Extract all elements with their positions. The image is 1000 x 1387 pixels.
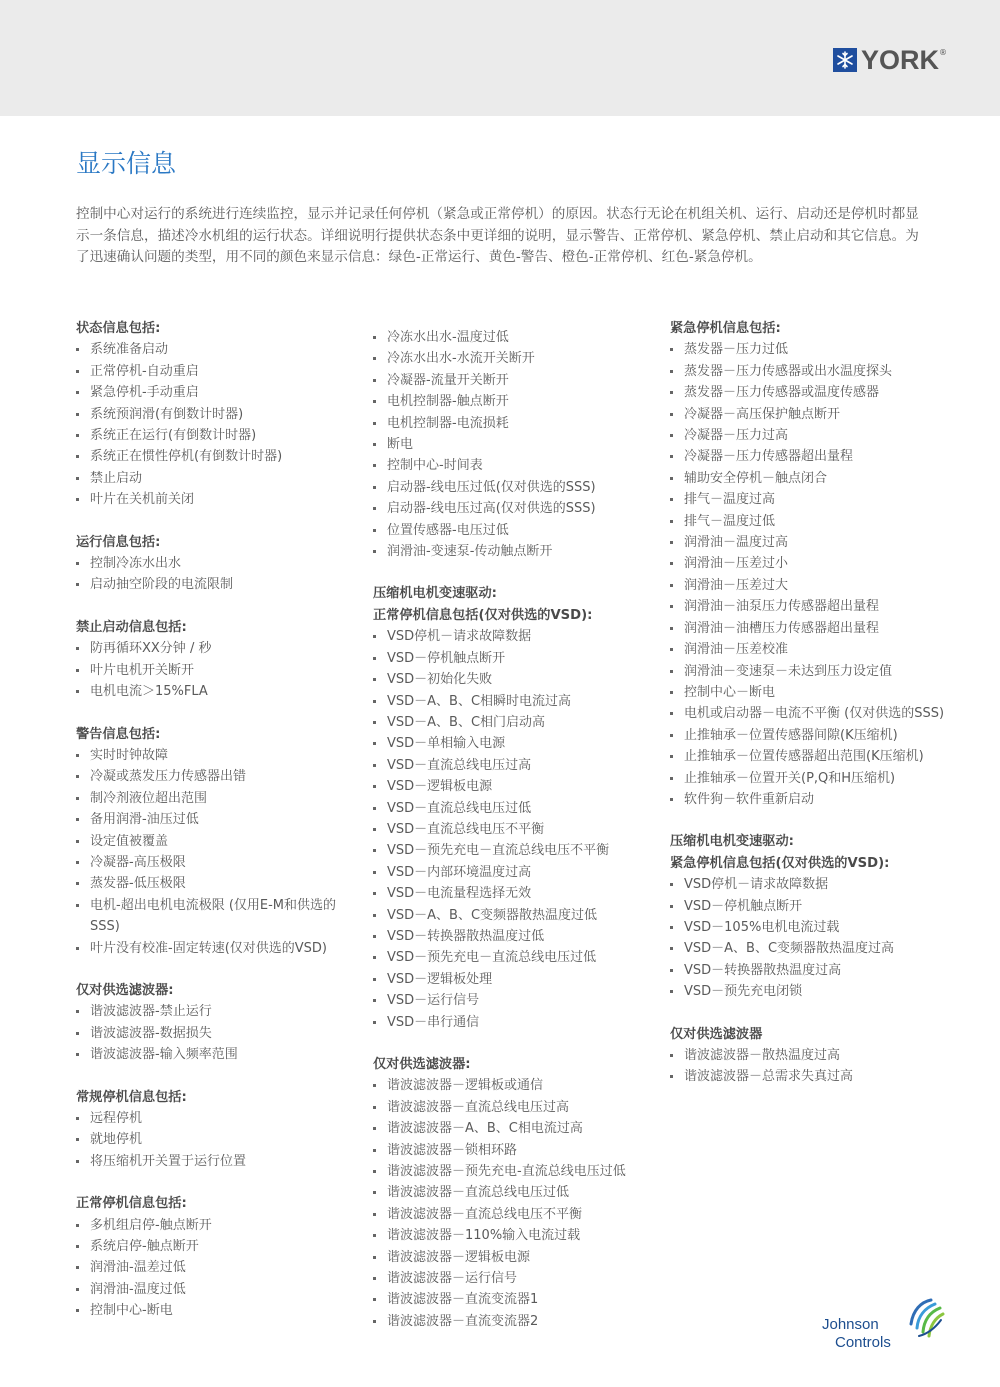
list-item: 冷凝器－高压保护触点断开 bbox=[670, 404, 955, 425]
column-3 bbox=[670, 318, 955, 1109]
list-item: 润滑油-温差过低 bbox=[76, 1257, 361, 1278]
list-item: VSD－A、B、C相门启动高 bbox=[373, 712, 658, 733]
list-item: VSD－停机触点断开 bbox=[670, 896, 955, 917]
bullet-list bbox=[76, 1108, 361, 1172]
list-item: 就地停机 bbox=[76, 1129, 361, 1150]
list-item: 谐波滤波器-禁止运行 bbox=[76, 1001, 361, 1022]
bullet-list bbox=[373, 626, 658, 1033]
list-item: 断电 bbox=[373, 434, 658, 455]
list-item: 冷冻水出水-温度过低 bbox=[373, 327, 658, 348]
section bbox=[670, 318, 955, 810]
list-item: 谐波滤波器－直流变流器2 bbox=[373, 1311, 658, 1332]
list-item: 实时时钟故障 bbox=[76, 745, 361, 766]
header-band bbox=[0, 0, 1000, 116]
list-item: VSD－105%电机电流过载 bbox=[670, 917, 955, 938]
list-item: 谐波滤波器－预先充电-直流总线电压过低 bbox=[373, 1161, 658, 1182]
list-item: VSD－运行信号 bbox=[373, 990, 658, 1011]
list-item: 位置传感器-电压过低 bbox=[373, 520, 658, 541]
list-item: 排气－温度过高 bbox=[670, 489, 955, 510]
section-title: 压缩机电机变速驱动: 正常停机信息包括(仅对供选的VSD): bbox=[373, 586, 593, 623]
bullet-list bbox=[670, 874, 955, 1002]
list-item: 将压缩机开关置于运行位置 bbox=[76, 1151, 361, 1172]
section-title: 警告信息包括: bbox=[76, 726, 161, 742]
list-item: 防再循环XX分钟 / 秒 bbox=[76, 638, 361, 659]
list-item: 谐波滤波器－直流变流器1 bbox=[373, 1289, 658, 1310]
list-item: 蒸发器－压力传感器或温度传感器 bbox=[670, 382, 955, 403]
column-1 bbox=[76, 318, 361, 1343]
list-item: 蒸发器－压力传感器或出水温度探头 bbox=[670, 361, 955, 382]
list-item: 润滑油－油槽压力传感器超出量程 bbox=[670, 618, 955, 639]
section bbox=[373, 1054, 658, 1332]
list-item: 设定值被覆盖 bbox=[76, 831, 361, 852]
list-item: 谐波滤波器－逻辑板电源 bbox=[373, 1247, 658, 1268]
bullet-list bbox=[76, 638, 361, 702]
list-item: VSD－串行通信 bbox=[373, 1012, 658, 1033]
list-item: 谐波滤波器－运行信号 bbox=[373, 1268, 658, 1289]
registered-mark: ® bbox=[939, 48, 948, 57]
list-item: 远程停机 bbox=[76, 1108, 361, 1129]
section bbox=[76, 318, 361, 511]
list-item: VSD－预先充电闭锁 bbox=[670, 981, 955, 1002]
section bbox=[373, 583, 658, 1033]
section-title: 仅对供选滤波器: bbox=[373, 1057, 471, 1072]
list-item: 叶片没有校准-固定转速(仅对供选的VSD) bbox=[76, 938, 361, 959]
list-item: VSD－A、B、C变频器散热温度过低 bbox=[373, 905, 658, 926]
list-item: 润滑油-温度过低 bbox=[76, 1279, 361, 1300]
list-item: 制冷剂液位超出范围 bbox=[76, 788, 361, 809]
section-title: 正常停机信息包括: bbox=[76, 1196, 187, 1212]
list-item: VSD－A、B、C相瞬时电流过高 bbox=[373, 691, 658, 712]
york-wordmark: YORK bbox=[861, 45, 940, 75]
bullet-list bbox=[76, 1001, 361, 1065]
list-item: VSD－直流总线电压过低 bbox=[373, 798, 658, 819]
brand-line-2: Controls bbox=[835, 1334, 891, 1351]
list-item: 冷凝器-高压极限 bbox=[76, 852, 361, 873]
list-item: 润滑油－油泵压力传感器超出量程 bbox=[670, 596, 955, 617]
list-item: VSD停机－请求故障数据 bbox=[373, 626, 658, 647]
list-item: 多机组启停-触点断开 bbox=[76, 1215, 361, 1236]
list-item: 谐波滤波器－110%输入电流过载 bbox=[373, 1225, 658, 1246]
list-item: VSD－内部环境温度过高 bbox=[373, 862, 658, 883]
bullet-list bbox=[373, 327, 658, 562]
section bbox=[76, 1193, 361, 1321]
section bbox=[76, 980, 361, 1066]
list-item: 启动器-线电压过高(仅对供选的SSS) bbox=[373, 498, 658, 519]
brand-line-1: Johnson bbox=[822, 1316, 879, 1333]
list-item: 系统正在运行(有倒数计时器) bbox=[76, 425, 361, 446]
bullet-list bbox=[670, 339, 955, 810]
list-item: 蒸发器－压力过低 bbox=[670, 339, 955, 360]
list-item: 谐波滤波器-数据损失 bbox=[76, 1023, 361, 1044]
list-item: 电机-超出电机电流极限 (仅用E-M和供选的SSS) bbox=[76, 895, 361, 938]
list-item: 正常停机-自动重启 bbox=[76, 361, 361, 382]
list-item: 控制冷冻水出水 bbox=[76, 553, 361, 574]
list-item: 控制中心-时间表 bbox=[373, 455, 658, 476]
section-title: 禁止启动信息包括: bbox=[76, 619, 187, 635]
list-item: 禁止启动 bbox=[76, 468, 361, 489]
list-item: 冷凝器－压力传感器超出量程 bbox=[670, 446, 955, 467]
section bbox=[76, 724, 361, 959]
list-item: 系统正在惯性停机(有倒数计时器) bbox=[76, 446, 361, 467]
list-item: 系统准备启动 bbox=[76, 339, 361, 360]
list-item: VSD－预先充电－直流总线电压过低 bbox=[373, 947, 658, 968]
list-item: VSD－初始化失败 bbox=[373, 669, 658, 690]
bullet-list bbox=[76, 339, 361, 510]
list-item: 冷凝或蒸发压力传感器出错 bbox=[76, 766, 361, 787]
list-item: 谐波滤波器－散热温度过高 bbox=[670, 1045, 955, 1066]
bullet-list bbox=[76, 1215, 361, 1322]
list-item: 润滑油－压差过大 bbox=[670, 575, 955, 596]
section-title: 常规停机信息包括: bbox=[76, 1089, 187, 1105]
list-item: 谐波滤波器-输入频率范围 bbox=[76, 1044, 361, 1065]
list-item: VSD－A、B、C变频器散热温度过高 bbox=[670, 938, 955, 959]
list-item: VSD停机－请求故障数据 bbox=[670, 874, 955, 895]
list-item: 谐波滤波器－直流总线电压过低 bbox=[373, 1182, 658, 1203]
list-item: 电机控制器-电流损耗 bbox=[373, 413, 658, 434]
list-item: 控制中心－断电 bbox=[670, 682, 955, 703]
list-item: 电机控制器-触点断开 bbox=[373, 391, 658, 412]
bullet-list bbox=[76, 553, 361, 596]
johnson-controls-logo bbox=[822, 1298, 947, 1356]
section-title: 紧急停机信息包括: bbox=[670, 321, 781, 336]
list-item: 润滑油-变速泵-传动触点断开 bbox=[373, 541, 658, 562]
section-title: 仅对供选滤波器: bbox=[76, 982, 174, 998]
list-item: VSD－电流量程选择无效 bbox=[373, 883, 658, 904]
list-item: 润滑油－温度过高 bbox=[670, 532, 955, 553]
column-2 bbox=[373, 327, 658, 1353]
list-item: 控制中心-断电 bbox=[76, 1300, 361, 1321]
list-item: 辅助安全停机－触点闭合 bbox=[670, 468, 955, 489]
section bbox=[76, 1087, 361, 1173]
list-item: 止推轴承－位置传感器间隙(K压缩机) bbox=[670, 725, 955, 746]
list-item: VSD－逻辑板电源 bbox=[373, 776, 658, 797]
list-item: 谐波滤波器－A、B、C相电流过高 bbox=[373, 1118, 658, 1139]
list-item: 止推轴承－位置传感器超出范围(K压缩机) bbox=[670, 746, 955, 767]
list-item: 叶片电机开关断开 bbox=[76, 660, 361, 681]
section-title: 仅对供选滤波器 bbox=[670, 1026, 763, 1042]
list-item: 启动抽空阶段的电流限制 bbox=[76, 574, 361, 595]
list-item: VSD－预先充电－直流总线电压不平衡 bbox=[373, 840, 658, 861]
list-item: 排气－温度过低 bbox=[670, 511, 955, 532]
list-item: 系统预润滑(有倒数计时器) bbox=[76, 404, 361, 425]
list-item: 止推轴承－位置开关(P,Q和H压缩机) bbox=[670, 768, 955, 789]
snowflake-icon bbox=[833, 48, 857, 72]
list-item: 电机或启动器－电流不平衡 (仅对供选的SSS) bbox=[670, 703, 955, 724]
list-item: 润滑油－压差校准 bbox=[670, 639, 955, 660]
list-item: VSD－直流总线电压不平衡 bbox=[373, 819, 658, 840]
list-item: 备用润滑-油压过低 bbox=[76, 809, 361, 830]
list-item: VSD－转换器散热温度过低 bbox=[373, 926, 658, 947]
list-item: 冷凝器－压力过高 bbox=[670, 425, 955, 446]
list-item: 谐波滤波器－直流总线电压不平衡 bbox=[373, 1204, 658, 1225]
section-title: 压缩机电机变速驱动: 紧急停机信息包括(仅对供选的VSD): bbox=[670, 834, 890, 871]
list-item: 谐波滤波器－直流总线电压过高 bbox=[373, 1097, 658, 1118]
list-item: 谐波滤波器－锁相环路 bbox=[373, 1140, 658, 1161]
list-item: VSD－转换器散热温度过高 bbox=[670, 960, 955, 981]
bullet-list bbox=[670, 1045, 955, 1088]
list-item: 叶片在关机前关闭 bbox=[76, 489, 361, 510]
list-item: VSD－停机触点断开 bbox=[373, 648, 658, 669]
johnson-controls-swirl-icon bbox=[905, 1298, 945, 1338]
list-item: 谐波滤波器－逻辑板或通信 bbox=[373, 1075, 658, 1096]
list-item: VSD－单相输入电源 bbox=[373, 733, 658, 754]
list-item: 电机电流＞15%FLA bbox=[76, 681, 361, 702]
list-item: 蒸发器-低压极限 bbox=[76, 873, 361, 894]
section-title: 状态信息包括: bbox=[76, 321, 161, 336]
section-title: 运行信息包括: bbox=[76, 534, 161, 550]
section bbox=[373, 327, 658, 562]
list-item: 润滑油－压差过小 bbox=[670, 553, 955, 574]
johnson-controls-wordmark bbox=[822, 1316, 891, 1352]
section bbox=[670, 831, 955, 1002]
list-item: 软件狗－软件重新启动 bbox=[670, 789, 955, 810]
list-item: VSD－直流总线电压过高 bbox=[373, 755, 658, 776]
section bbox=[76, 532, 361, 596]
bullet-list bbox=[373, 1075, 658, 1332]
york-logo bbox=[833, 46, 947, 74]
list-item: 冷凝器-流量开关断开 bbox=[373, 370, 658, 391]
bullet-list bbox=[76, 745, 361, 959]
page-title: 显示信息 bbox=[76, 149, 177, 178]
intro-paragraph: 控制中心对运行的系统进行连续监控，显示并记录任何停机（紧急或正常停机）的原因。状态行无论在机组关机、运行、启动还是停机时都显示一条信息，描述冷水机组的运行状态。详细说明行提供状态条中更详细的说明，显示警告、正常停机、紧急停机、禁止启动和其它信息。为了迅速确认问题的类型，用不同的颜色来显示信息：绿色-正常运行、黄色-警告、橙色-正常停机、红色-紧急停机。 bbox=[76, 206, 919, 265]
section bbox=[76, 617, 361, 703]
list-item: 润滑油－变速泵－未达到压力设定值 bbox=[670, 661, 955, 682]
list-item: 启动器-线电压过低(仅对供选的SSS) bbox=[373, 477, 658, 498]
list-item: 冷冻水出水-水流开关断开 bbox=[373, 348, 658, 369]
list-item: 紧急停机-手动重启 bbox=[76, 382, 361, 403]
list-item: 谐波滤波器－总需求失真过高 bbox=[670, 1066, 955, 1087]
list-item: VSD－逻辑板处理 bbox=[373, 969, 658, 990]
list-item: 系统启停-触点断开 bbox=[76, 1236, 361, 1257]
section bbox=[670, 1024, 955, 1088]
